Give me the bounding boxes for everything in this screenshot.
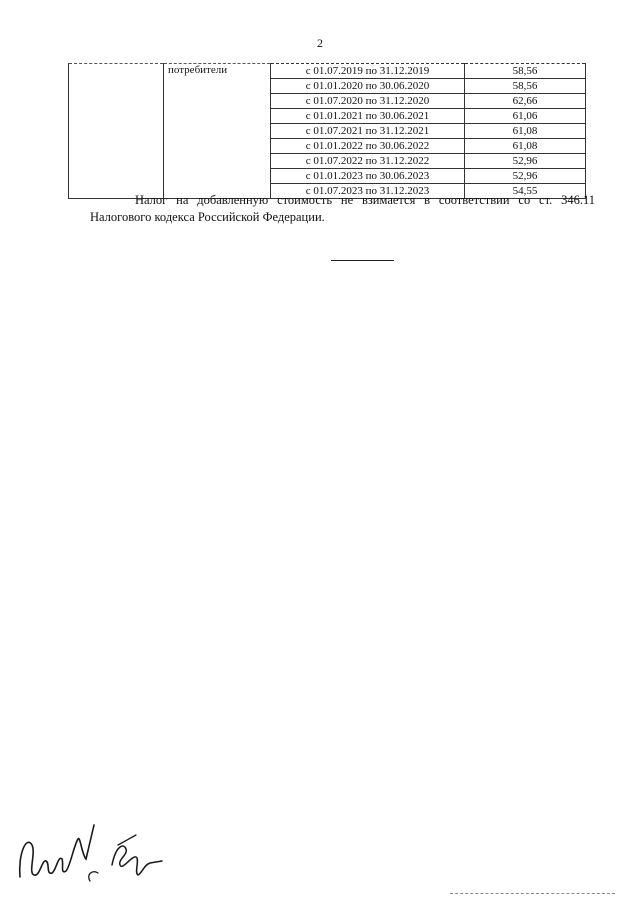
consumer-label: потребители <box>164 64 271 199</box>
period-cell: с 01.07.2020 по 31.12.2020 <box>271 94 465 109</box>
period-cell: с 01.07.2019 по 31.12.2019 <box>271 64 465 79</box>
value-cell: 52,96 <box>465 154 586 169</box>
period-cell: с 01.01.2022 по 30.06.2022 <box>271 139 465 154</box>
value-cell: 61,08 <box>465 139 586 154</box>
handwritten-signature <box>12 815 172 895</box>
period-cell: с 01.07.2022 по 31.12.2022 <box>271 154 465 169</box>
page-number: 2 <box>317 36 323 50</box>
period-cell: с 01.07.2023 по 31.12.2023 <box>271 184 465 199</box>
period-cell: с 01.01.2023 по 30.06.2023 <box>271 169 465 184</box>
value-cell: 62,66 <box>465 94 586 109</box>
value-cell: 61,08 <box>465 124 586 139</box>
period-cell: с 01.01.2020 по 30.06.2020 <box>271 79 465 94</box>
tariff-table <box>68 63 586 199</box>
value-cell: 54,55 <box>465 184 586 199</box>
value-cell: 52,96 <box>465 169 586 184</box>
end-of-document-line <box>331 260 394 261</box>
table-cell-empty <box>69 64 164 199</box>
value-cell: 58,56 <box>465 64 586 79</box>
period-cell: с 01.01.2021 по 30.06.2021 <box>271 109 465 124</box>
period-cell: с 01.07.2021 по 31.12.2021 <box>271 124 465 139</box>
tariff-table-body <box>69 64 586 199</box>
value-cell: 61,06 <box>465 109 586 124</box>
footer-dashed-line <box>450 893 615 894</box>
value-cell: 58,56 <box>465 79 586 94</box>
vat-note: Налог на добавленную стоимость не взимается в соответствии со ст. 346.11 Налогового кодекса Российской Федерации. <box>90 193 595 224</box>
table-row <box>69 64 586 79</box>
